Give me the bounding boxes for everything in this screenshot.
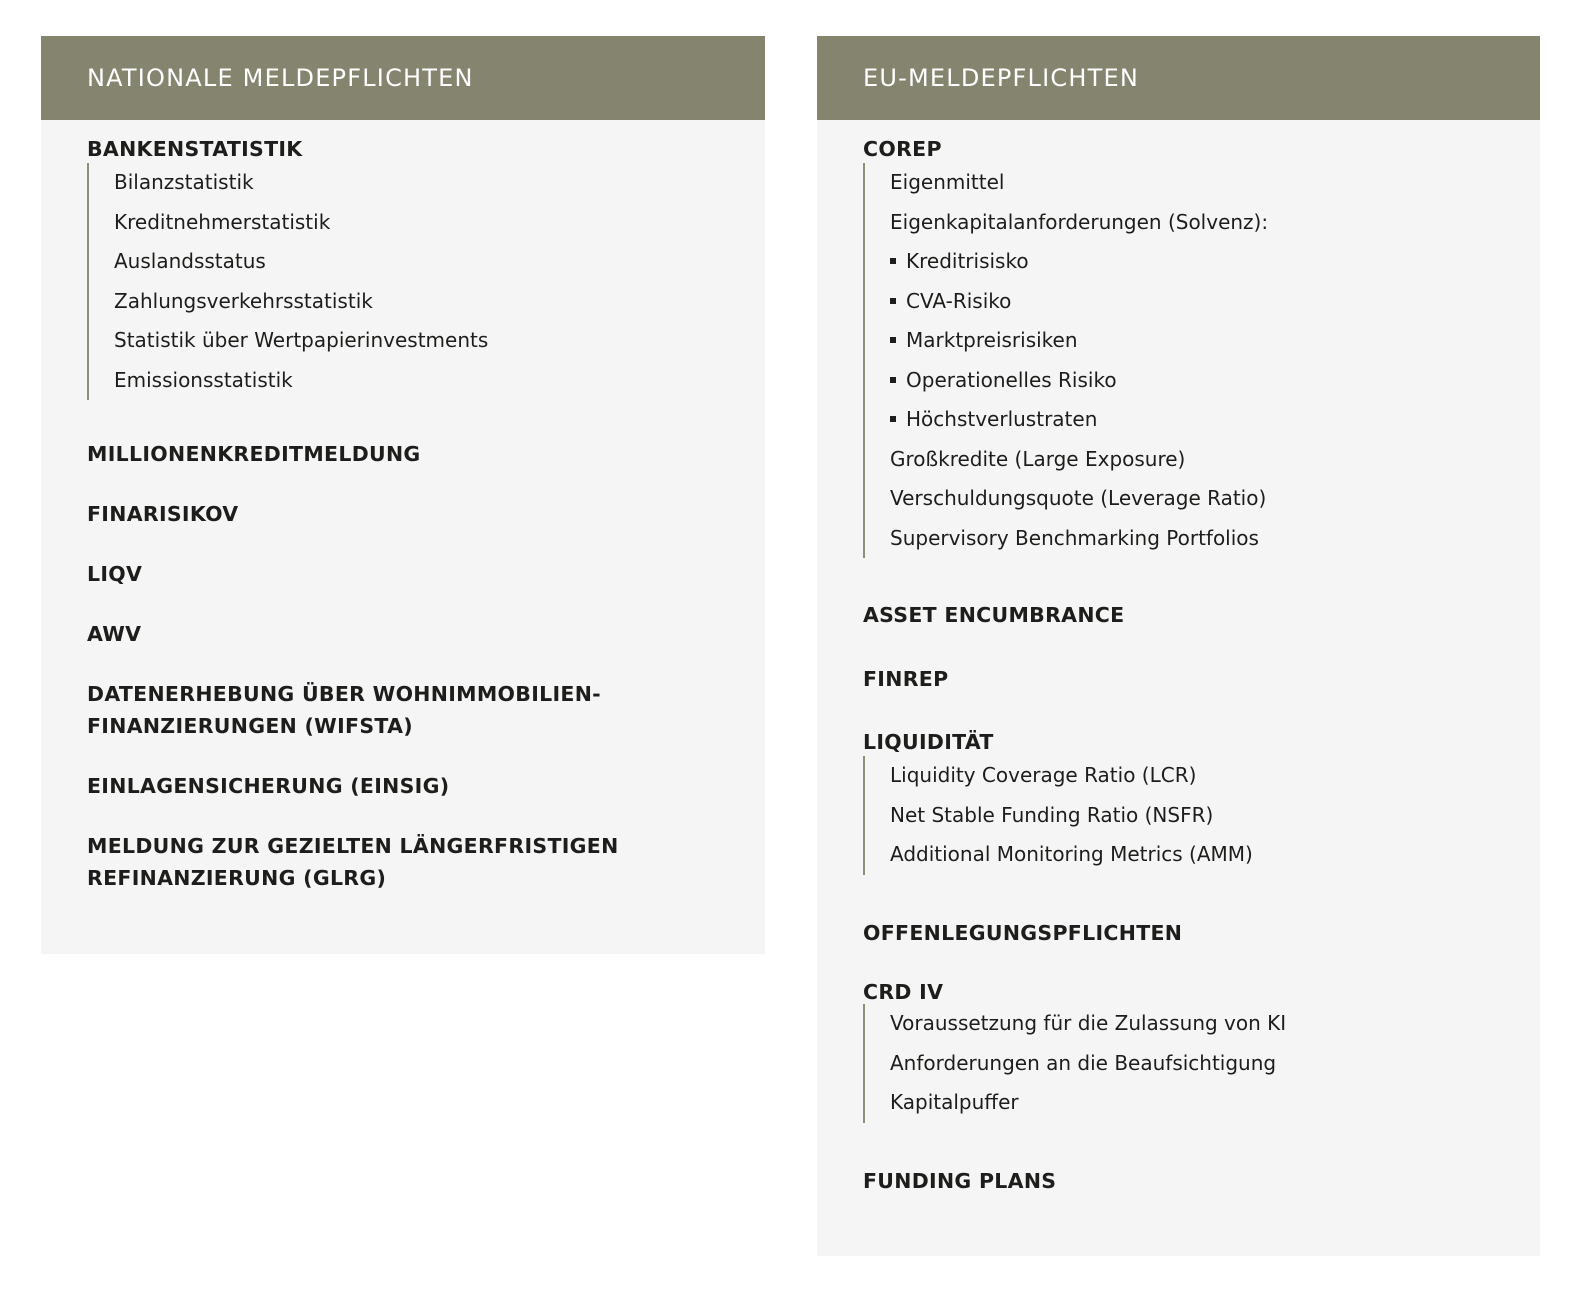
list-item: Additional Monitoring Metrics (AMM) <box>890 842 1253 866</box>
list-item <box>890 440 1268 480</box>
section-heading-liqv: LIQV <box>87 562 143 586</box>
item-label: Großkredite (Large Exposure) <box>890 446 1186 471</box>
list-item <box>890 479 1268 519</box>
list-item <box>890 242 1268 282</box>
heading-line: REFINANZIERUNG (GLRG) <box>87 866 387 890</box>
item-label: Eigenmittel <box>890 170 1005 194</box>
list-item: Kapitalpuffer <box>890 1090 1019 1114</box>
sublist-liquiditaet <box>863 756 1253 875</box>
panel-header <box>817 36 1540 120</box>
item-label: Operationelles Risiko <box>906 367 1117 392</box>
list-item: Net Stable Funding Ratio (NSFR) <box>890 802 1214 827</box>
national-reporting-panel <box>41 36 765 954</box>
item-label: Kreditrisisko <box>906 249 1029 273</box>
list-item: Zahlungsverkehrsstatistik <box>114 288 373 313</box>
square-bullet-icon <box>890 416 896 422</box>
sublist-bankenstatistik <box>87 163 488 400</box>
section-heading-liquiditaet: LIQUIDITÄT <box>863 730 994 754</box>
list-item <box>890 321 1268 361</box>
list-item <box>890 361 1268 401</box>
section-heading-finarisikov: FINARISIKOV <box>87 502 239 526</box>
section-heading-crd-iv: CRD IV <box>863 980 944 1004</box>
list-item <box>890 203 1268 243</box>
section-heading-millionenkreditmeldung: MILLIONENKREDITMELDUNG <box>87 442 421 466</box>
section-heading-asset-encumbrance: ASSET ENCUMBRANCE <box>863 603 1125 627</box>
heading-line: DATENERHEBUNG ÜBER WOHNIMMOBILIEN- <box>87 682 601 706</box>
square-bullet-icon <box>890 298 896 304</box>
list-item: Bilanzstatistik <box>114 170 254 194</box>
item-label: Höchstverlustraten <box>906 407 1098 431</box>
item-label: Supervisory Benchmarking Portfolios <box>890 525 1259 550</box>
sublist-crd-iv <box>863 1004 1286 1123</box>
list-item <box>890 400 1268 440</box>
square-bullet-icon <box>890 337 896 343</box>
section-heading-offenlegungspflichten: OFFENLEGUNGSPFLICHTEN <box>863 921 1183 945</box>
panel-header <box>41 36 765 120</box>
list-item: Liquidity Coverage Ratio (LCR) <box>890 763 1197 787</box>
list-item: Anforderungen an die Beaufsichtigung <box>890 1050 1277 1075</box>
list-item: Emissionsstatistik <box>114 367 293 392</box>
list-item <box>890 282 1268 322</box>
eu-reporting-panel <box>817 36 1540 1256</box>
item-label: Verschuldungsquote (Leverage Ratio) <box>890 486 1267 510</box>
list-item: Voraussetzung für die Zulassung von KI <box>890 1011 1287 1035</box>
section-heading-glrg <box>87 830 619 894</box>
section-heading-corep: COREP <box>863 137 942 161</box>
square-bullet-icon <box>890 377 896 383</box>
item-label: Eigenkapitalanforderungen (Solvenz): <box>890 209 1269 234</box>
list-item: Kreditnehmerstatistik <box>114 209 331 234</box>
item-label: Marktpreisrisiken <box>906 328 1078 352</box>
section-heading-wifsta <box>87 678 601 742</box>
section-heading-einsig: EINLAGENSICHERUNG (EINSIG) <box>87 774 450 798</box>
list-item: Auslandsstatus <box>114 249 266 273</box>
item-label: CVA-Risiko <box>906 288 1012 313</box>
section-heading-finrep: FINREP <box>863 667 949 691</box>
sublist-corep <box>863 163 1268 558</box>
section-heading-bankenstatistik: BANKENSTATISTIK <box>87 137 303 161</box>
heading-line: MELDUNG ZUR GEZIELTEN LÄNGERFRISTIGEN <box>87 834 619 858</box>
panel-title: NATIONALE MELDEPFLICHTEN <box>87 64 474 92</box>
square-bullet-icon <box>890 258 896 264</box>
panel-title: EU-MELDEPFLICHTEN <box>863 64 1139 92</box>
list-item <box>890 163 1268 203</box>
heading-line: FINANZIERUNGEN (WIFSTA) <box>87 714 413 738</box>
list-item <box>890 519 1268 559</box>
list-item: Statistik über Wertpapierinvestments <box>114 328 489 352</box>
section-heading-funding-plans: FUNDING PLANS <box>863 1169 1057 1193</box>
section-heading-awv: AWV <box>87 622 142 646</box>
